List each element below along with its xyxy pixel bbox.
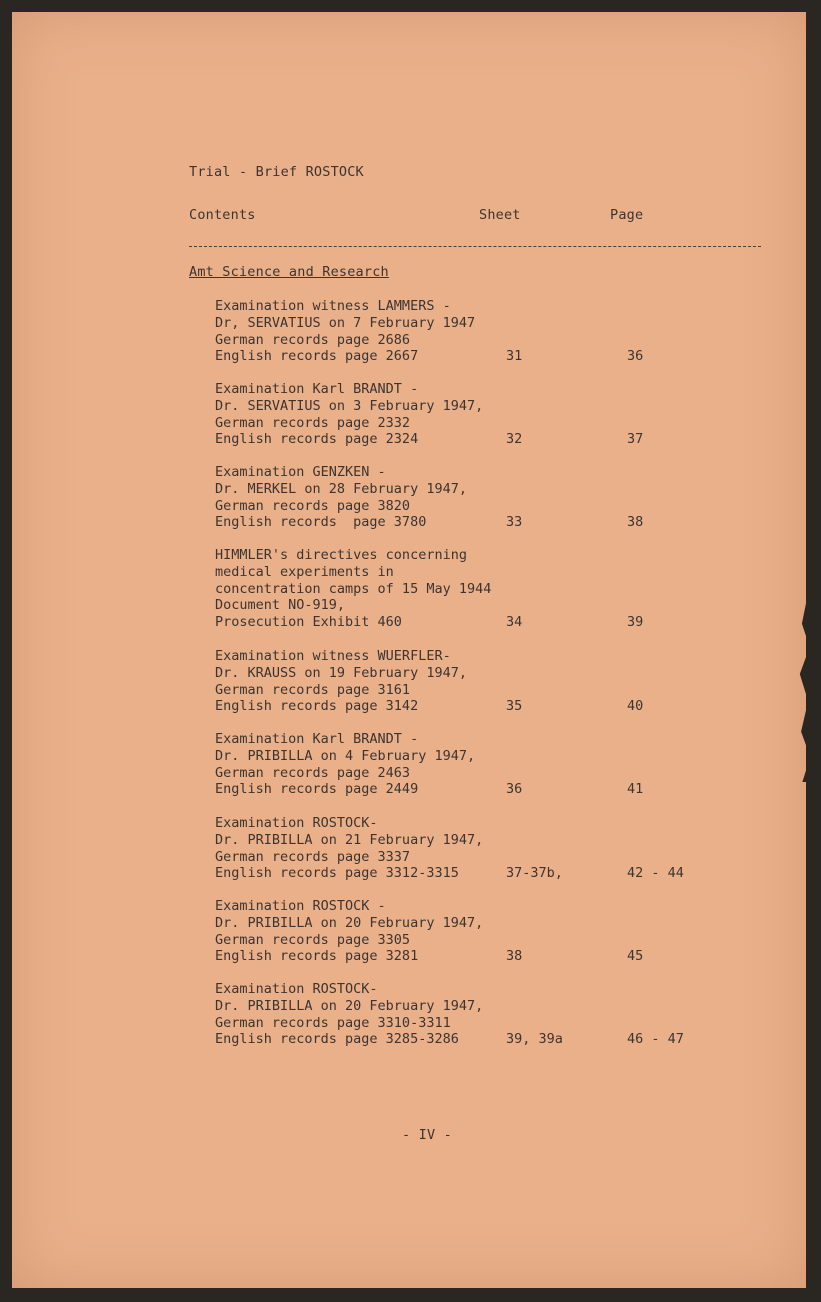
entry-line: German records page 3337 <box>215 848 411 865</box>
entry-line: Examination witness WUERFLER- <box>215 648 451 664</box>
list-item <box>215 648 467 715</box>
entry-line: Examination Karl BRANDT - <box>215 381 419 397</box>
sheet-number: 37-37b, <box>506 865 563 882</box>
page-number: 39 <box>627 614 644 631</box>
sheet-number: 34 <box>506 614 523 631</box>
entry-line: HIMMLER's directives concerning <box>215 547 467 563</box>
entry-line: German records page 3820 <box>215 497 411 514</box>
entry-line: concentration camps of 15 May 1944 <box>215 580 492 597</box>
page-number: 46 - 47 <box>627 1031 684 1048</box>
entry-line: Prosecution Exhibit 460 <box>215 614 402 631</box>
section-heading: Amt Science and Research <box>189 264 389 280</box>
entry-line: English records page 2667 <box>215 348 419 365</box>
entry-line: Dr. PRIBILLA on 21 February 1947, <box>215 831 484 848</box>
page-column-header: Page <box>610 207 644 223</box>
entry-line: Dr. PRIBILLA on 4 February 1947, <box>215 747 476 764</box>
sheet-number: 31 <box>506 348 523 365</box>
entry-line: German records page 3310-3311 <box>215 1014 451 1031</box>
entry-line: German records page 2463 <box>215 764 411 781</box>
entry-line: English records page 3142 <box>215 698 419 715</box>
entry-line: Dr. SERVATIUS on 3 February 1947, <box>215 397 484 414</box>
entry-line: Examination Karl BRANDT - <box>215 731 419 747</box>
page-number: 37 <box>627 431 644 448</box>
entry-line: Examination ROSTOCK- <box>215 981 378 997</box>
page-marker: - IV - <box>402 1127 452 1143</box>
entry-line: Dr. MERKEL on 28 February 1947, <box>215 480 467 497</box>
entry-line: German records page 2686 <box>215 331 411 348</box>
list-item <box>215 898 483 965</box>
sheet-number: 38 <box>506 948 523 965</box>
entry-line: English records page 3281 <box>215 948 419 965</box>
page-number: 36 <box>627 348 644 365</box>
sheet-number: 33 <box>506 514 523 531</box>
entry-line: Document NO-919, <box>215 597 346 614</box>
entry-line: German records page 2332 <box>215 414 411 431</box>
document-title: Trial - Brief ROSTOCK <box>189 164 364 180</box>
sheet-number: 32 <box>506 431 523 448</box>
entry-line: English records page 2449 <box>215 781 419 798</box>
sheet-number: 35 <box>506 698 523 715</box>
sheet-number: 39, 39a <box>506 1031 563 1048</box>
page-number: 41 <box>627 781 644 798</box>
page-number: 42 - 44 <box>627 865 684 882</box>
entry-line: Examination ROSTOCK- <box>215 815 378 831</box>
entry-line: English records page 3285-3286 <box>215 1031 459 1048</box>
list-item <box>215 547 491 631</box>
list-item <box>215 815 483 882</box>
contents-column-header: Contents <box>189 207 256 223</box>
entry-line: English records page 3312-3315 <box>215 865 459 882</box>
entry-line: medical experiments in <box>215 563 394 580</box>
entry-line: Dr. PRIBILLA on 20 February 1947, <box>215 914 484 931</box>
entry-line: Dr. KRAUSS on 19 February 1947, <box>215 664 467 681</box>
entry-line: Examination witness LAMMERS - <box>215 298 451 314</box>
page-number: 38 <box>627 514 644 531</box>
sheet-column-header: Sheet <box>479 207 521 223</box>
entry-line: English records page 3780 <box>215 514 427 531</box>
sheet-number: 36 <box>506 781 523 798</box>
entry-line: English records page 2324 <box>215 431 419 448</box>
entry-line: Dr. PRIBILLA on 20 February 1947, <box>215 997 484 1014</box>
entry-line: Examination ROSTOCK - <box>215 898 386 914</box>
entry-line: German records page 3161 <box>215 681 411 698</box>
list-item <box>215 464 467 531</box>
list-item <box>215 381 483 448</box>
dashed-divider <box>189 246 761 247</box>
page-number: 40 <box>627 698 644 715</box>
entry-line: Examination GENZKEN - <box>215 464 386 480</box>
page-number: 45 <box>627 948 644 965</box>
entry-line: Dr, SERVATIUS on 7 February 1947 <box>215 314 476 331</box>
entry-line: German records page 3305 <box>215 931 411 948</box>
list-item <box>215 298 475 365</box>
list-item <box>215 981 483 1048</box>
document-page <box>12 12 806 1288</box>
list-item <box>215 731 475 798</box>
